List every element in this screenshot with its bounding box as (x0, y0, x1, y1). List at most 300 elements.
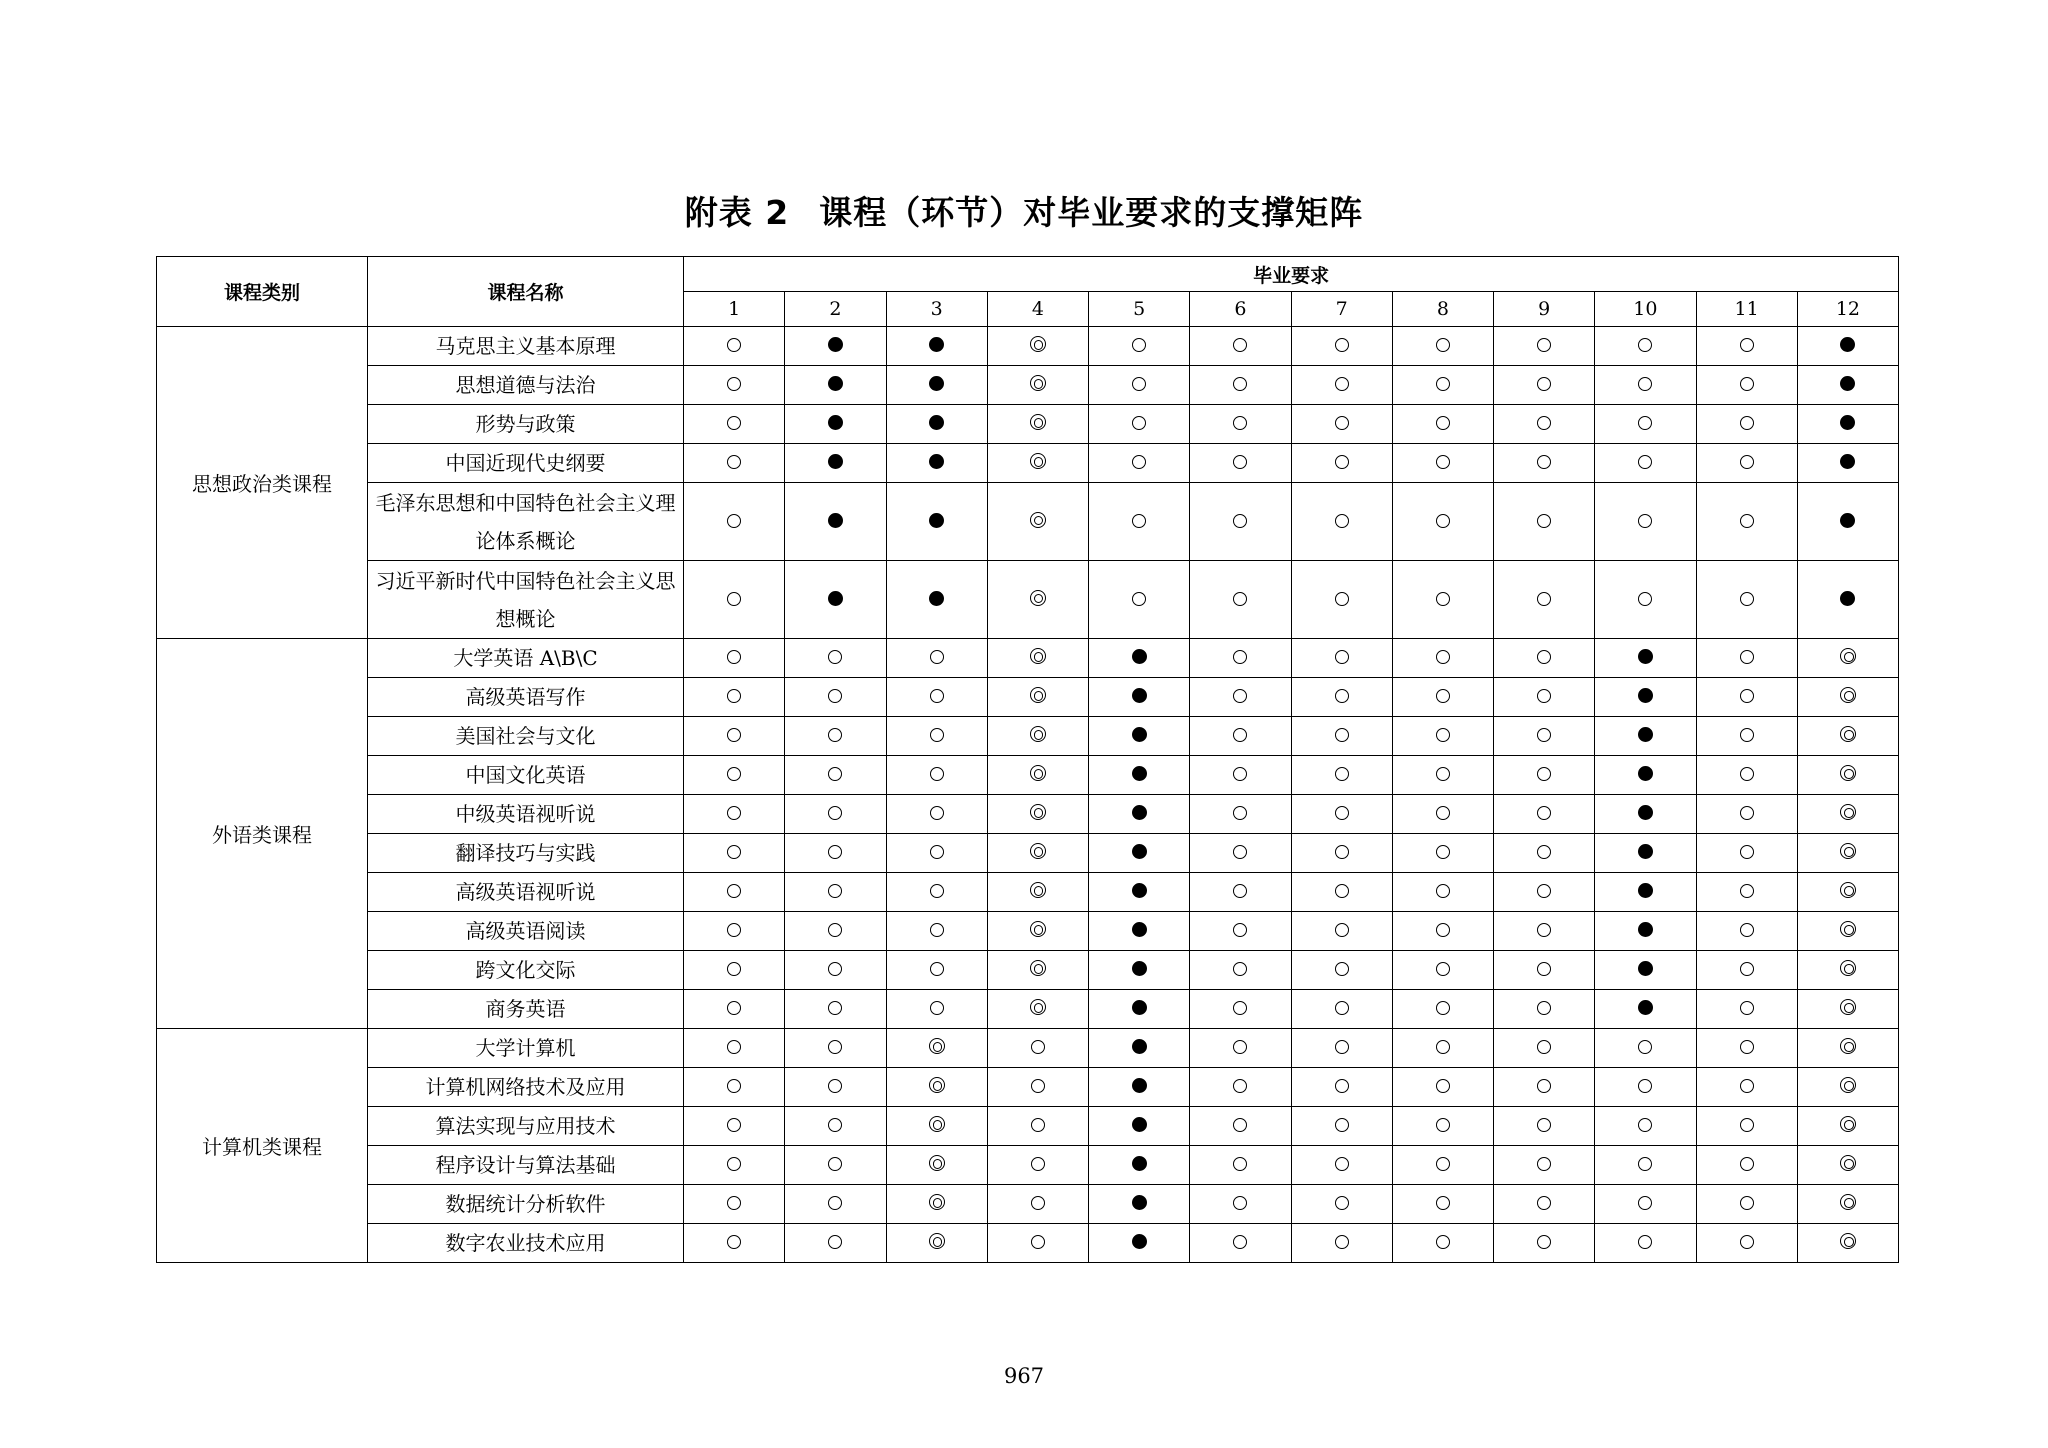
table-row (157, 1029, 1899, 1068)
support-cell (1190, 1068, 1291, 1107)
table-row (157, 366, 1899, 405)
support-cell (1291, 366, 1392, 405)
support-cell (886, 1029, 987, 1068)
filled-circle-icon (1638, 844, 1653, 859)
empty-circle-icon (1436, 377, 1450, 391)
filled-circle-icon (1132, 844, 1147, 859)
support-cell (1190, 951, 1291, 990)
support-cell (785, 756, 886, 795)
table-row (157, 795, 1899, 834)
support-cell (1696, 1107, 1797, 1146)
filled-circle-icon (1132, 1000, 1147, 1015)
double-circle-icon (1030, 414, 1046, 430)
double-circle-icon (1030, 960, 1046, 976)
support-cell (1595, 639, 1696, 678)
empty-circle-icon (1233, 767, 1247, 781)
empty-circle-icon (1436, 884, 1450, 898)
requirement-number: 12 (1797, 292, 1898, 327)
support-cell (1595, 483, 1696, 561)
empty-circle-icon (1537, 1196, 1551, 1210)
empty-circle-icon (1335, 377, 1349, 391)
support-cell (1696, 1146, 1797, 1185)
empty-circle-icon (1233, 1157, 1247, 1171)
support-cell (1392, 834, 1493, 873)
support-cell (1797, 795, 1898, 834)
course-name: 马克思主义基本原理 (368, 327, 684, 366)
empty-circle-icon (1537, 884, 1551, 898)
support-cell (1190, 834, 1291, 873)
support-cell (684, 756, 785, 795)
support-cell (1595, 1185, 1696, 1224)
filled-circle-icon (1638, 727, 1653, 742)
support-cell (987, 444, 1088, 483)
empty-circle-icon (1740, 1157, 1754, 1171)
course-name: 翻译技巧与实践 (368, 834, 684, 873)
course-name: 高级英语阅读 (368, 912, 684, 951)
support-cell (684, 561, 785, 639)
empty-circle-icon (1436, 1235, 1450, 1249)
support-cell (1595, 1029, 1696, 1068)
empty-circle-icon (828, 962, 842, 976)
support-cell (1797, 639, 1898, 678)
empty-circle-icon (1335, 1157, 1349, 1171)
support-cell (1595, 678, 1696, 717)
support-cell (1595, 912, 1696, 951)
support-cell (1291, 678, 1392, 717)
table-row (157, 951, 1899, 990)
empty-circle-icon (1740, 1001, 1754, 1015)
page-number: 967 (1003, 1364, 1045, 1388)
support-cell (1797, 561, 1898, 639)
support-cell (684, 327, 785, 366)
table-row (157, 717, 1899, 756)
empty-circle-icon (1233, 1196, 1247, 1210)
support-cell (1291, 1107, 1392, 1146)
support-cell (1089, 444, 1190, 483)
empty-circle-icon (1436, 1157, 1450, 1171)
support-cell (886, 990, 987, 1029)
support-cell (1494, 366, 1595, 405)
empty-circle-icon (1132, 455, 1146, 469)
empty-circle-icon (1335, 923, 1349, 937)
support-cell (1797, 1107, 1898, 1146)
support-cell (886, 483, 987, 561)
double-circle-icon (1840, 1155, 1856, 1171)
support-cell (886, 405, 987, 444)
empty-circle-icon (1537, 845, 1551, 859)
support-cell (1494, 951, 1595, 990)
support-cell (1797, 951, 1898, 990)
support-cell (1392, 873, 1493, 912)
empty-circle-icon (828, 806, 842, 820)
support-cell (1494, 1068, 1595, 1107)
support-cell (886, 1224, 987, 1263)
support-cell (684, 951, 785, 990)
support-cell (886, 912, 987, 951)
support-cell (1696, 1224, 1797, 1263)
empty-circle-icon (1436, 806, 1450, 820)
empty-circle-icon (1436, 845, 1450, 859)
support-cell (1494, 1224, 1595, 1263)
support-cell (1392, 639, 1493, 678)
double-circle-icon (1840, 726, 1856, 742)
empty-circle-icon (1638, 592, 1652, 606)
requirement-number: 8 (1392, 292, 1493, 327)
double-circle-icon (1840, 687, 1856, 703)
empty-circle-icon (1537, 1079, 1551, 1093)
empty-circle-icon (930, 1001, 944, 1015)
course-name: 习近平新时代中国特色社会主义思想概论 (368, 561, 684, 639)
empty-circle-icon (1740, 1196, 1754, 1210)
empty-circle-icon (1537, 650, 1551, 664)
support-cell (1696, 1185, 1797, 1224)
title-main: 课程（环节）对毕业要求的支撑矩阵 (819, 193, 1364, 232)
empty-circle-icon (1740, 514, 1754, 528)
filled-circle-icon (929, 415, 944, 430)
header-requirements: 毕业要求 (684, 257, 1899, 292)
empty-circle-icon (1335, 767, 1349, 781)
empty-circle-icon (1537, 962, 1551, 976)
filled-circle-icon (1132, 727, 1147, 742)
support-cell (886, 834, 987, 873)
course-name: 中级英语视听说 (368, 795, 684, 834)
support-cell (1797, 405, 1898, 444)
empty-circle-icon (1132, 416, 1146, 430)
support-cell (1494, 1107, 1595, 1146)
empty-circle-icon (1740, 923, 1754, 937)
support-cell (1291, 483, 1392, 561)
filled-circle-icon (929, 337, 944, 352)
support-cell (1392, 717, 1493, 756)
support-cell (1089, 1107, 1190, 1146)
table-header (157, 257, 1899, 327)
empty-circle-icon (1335, 1235, 1349, 1249)
empty-circle-icon (1233, 884, 1247, 898)
double-circle-icon (1840, 1233, 1856, 1249)
support-cell (1190, 639, 1291, 678)
empty-circle-icon (727, 689, 741, 703)
support-cell (886, 327, 987, 366)
course-name: 计算机网络技术及应用 (368, 1068, 684, 1107)
filled-circle-icon (929, 513, 944, 528)
empty-circle-icon (1638, 1196, 1652, 1210)
support-cell (987, 795, 1088, 834)
support-cell (1696, 444, 1797, 483)
support-cell (1696, 405, 1797, 444)
filled-circle-icon (828, 415, 843, 430)
support-cell (1696, 795, 1797, 834)
empty-circle-icon (930, 689, 944, 703)
filled-circle-icon (1638, 883, 1653, 898)
filled-circle-icon (1638, 688, 1653, 703)
empty-circle-icon (1233, 592, 1247, 606)
support-cell (1089, 561, 1190, 639)
empty-circle-icon (1335, 1040, 1349, 1054)
filled-circle-icon (1840, 376, 1855, 391)
support-cell (1392, 483, 1493, 561)
empty-circle-icon (1233, 728, 1247, 742)
empty-circle-icon (1233, 650, 1247, 664)
course-name: 跨文化交际 (368, 951, 684, 990)
support-cell (785, 912, 886, 951)
double-circle-icon (1030, 687, 1046, 703)
empty-circle-icon (1740, 455, 1754, 469)
empty-circle-icon (1638, 514, 1652, 528)
empty-circle-icon (828, 689, 842, 703)
support-cell (785, 366, 886, 405)
support-cell (987, 951, 1088, 990)
support-cell (886, 678, 987, 717)
table-row (157, 912, 1899, 951)
filled-circle-icon (929, 591, 944, 606)
support-cell (1089, 795, 1190, 834)
support-cell (1494, 756, 1595, 795)
empty-circle-icon (1335, 338, 1349, 352)
support-cell (1291, 561, 1392, 639)
course-name: 大学计算机 (368, 1029, 684, 1068)
course-name: 毛泽东思想和中国特色社会主义理论体系概论 (368, 483, 684, 561)
filled-circle-icon (1132, 1117, 1147, 1132)
empty-circle-icon (1436, 1118, 1450, 1132)
support-cell (1595, 1146, 1696, 1185)
course-name: 高级英语视听说 (368, 873, 684, 912)
filled-circle-icon (929, 376, 944, 391)
table-row (157, 990, 1899, 1029)
course-name: 形势与政策 (368, 405, 684, 444)
filled-circle-icon (828, 454, 843, 469)
support-cell (987, 1068, 1088, 1107)
support-cell (1089, 1224, 1190, 1263)
support-cell (1291, 756, 1392, 795)
support-cell (1797, 834, 1898, 873)
empty-circle-icon (930, 650, 944, 664)
requirement-number: 5 (1089, 292, 1190, 327)
empty-circle-icon (1335, 514, 1349, 528)
support-cell (1089, 873, 1190, 912)
support-cell (684, 405, 785, 444)
empty-circle-icon (1537, 514, 1551, 528)
support-cell (1494, 483, 1595, 561)
support-cell (684, 678, 785, 717)
double-circle-icon (1030, 999, 1046, 1015)
empty-circle-icon (1436, 416, 1450, 430)
support-cell (1392, 366, 1493, 405)
course-name: 高级英语写作 (368, 678, 684, 717)
support-cell (684, 639, 785, 678)
empty-circle-icon (727, 1040, 741, 1054)
support-cell (1190, 561, 1291, 639)
support-cell (1089, 405, 1190, 444)
support-cell (1089, 366, 1190, 405)
empty-circle-icon (1436, 728, 1450, 742)
support-cell (1494, 873, 1595, 912)
support-cell (1696, 678, 1797, 717)
support-cell (1696, 834, 1797, 873)
support-cell (987, 639, 1088, 678)
support-cell (785, 639, 886, 678)
table-row (157, 756, 1899, 795)
support-cell (987, 834, 1088, 873)
empty-circle-icon (828, 1235, 842, 1249)
support-cell (1190, 717, 1291, 756)
support-cell (1696, 366, 1797, 405)
filled-circle-icon (828, 337, 843, 352)
support-cell (785, 561, 886, 639)
empty-circle-icon (1537, 806, 1551, 820)
support-cell (886, 444, 987, 483)
empty-circle-icon (1335, 689, 1349, 703)
empty-circle-icon (1335, 728, 1349, 742)
course-name: 数据统计分析软件 (368, 1185, 684, 1224)
empty-circle-icon (1740, 845, 1754, 859)
empty-circle-icon (1537, 1118, 1551, 1132)
support-cell (684, 444, 785, 483)
empty-circle-icon (828, 1079, 842, 1093)
support-cell (684, 795, 785, 834)
empty-circle-icon (1537, 338, 1551, 352)
table-row (157, 483, 1899, 561)
double-circle-icon (1840, 1077, 1856, 1093)
empty-circle-icon (727, 1001, 741, 1015)
course-name: 商务英语 (368, 990, 684, 1029)
support-cell (1190, 756, 1291, 795)
support-cell (1190, 678, 1291, 717)
empty-circle-icon (1436, 1040, 1450, 1054)
double-circle-icon (1030, 590, 1046, 606)
empty-circle-icon (1537, 1235, 1551, 1249)
support-cell (1089, 1146, 1190, 1185)
filled-circle-icon (1132, 766, 1147, 781)
empty-circle-icon (1335, 845, 1349, 859)
empty-circle-icon (1740, 806, 1754, 820)
empty-circle-icon (1335, 1118, 1349, 1132)
empty-circle-icon (727, 514, 741, 528)
support-cell (1797, 990, 1898, 1029)
double-circle-icon (1030, 882, 1046, 898)
support-cell (1797, 1029, 1898, 1068)
double-circle-icon (1840, 1038, 1856, 1054)
empty-circle-icon (1740, 1040, 1754, 1054)
course-category: 外语类课程 (157, 639, 368, 1029)
filled-circle-icon (1638, 1000, 1653, 1015)
empty-circle-icon (1233, 962, 1247, 976)
support-cell (987, 678, 1088, 717)
support-cell (1595, 990, 1696, 1029)
support-cell (684, 1224, 785, 1263)
table-row (157, 327, 1899, 366)
empty-circle-icon (828, 845, 842, 859)
support-cell (1089, 756, 1190, 795)
support-cell (785, 1068, 886, 1107)
support-cell (1494, 912, 1595, 951)
requirement-number: 10 (1595, 292, 1696, 327)
empty-circle-icon (1740, 1235, 1754, 1249)
double-circle-icon (1030, 804, 1046, 820)
support-cell (1595, 405, 1696, 444)
table-row (157, 1068, 1899, 1107)
empty-circle-icon (727, 962, 741, 976)
double-circle-icon (1840, 921, 1856, 937)
empty-circle-icon (1638, 338, 1652, 352)
support-cell (1392, 327, 1493, 366)
filled-circle-icon (1840, 337, 1855, 352)
support-cell (684, 366, 785, 405)
support-cell (1797, 1146, 1898, 1185)
requirement-number: 9 (1494, 292, 1595, 327)
support-cell (1696, 327, 1797, 366)
empty-circle-icon (1436, 689, 1450, 703)
double-circle-icon (929, 1155, 945, 1171)
double-circle-icon (1030, 726, 1046, 742)
support-cell (1595, 1224, 1696, 1263)
support-cell (1291, 444, 1392, 483)
empty-circle-icon (1031, 1235, 1045, 1249)
empty-circle-icon (1436, 923, 1450, 937)
double-circle-icon (1030, 375, 1046, 391)
filled-circle-icon (1840, 454, 1855, 469)
support-cell (684, 873, 785, 912)
empty-circle-icon (1031, 1157, 1045, 1171)
support-cell (1089, 483, 1190, 561)
empty-circle-icon (1537, 923, 1551, 937)
empty-circle-icon (1740, 884, 1754, 898)
support-cell (1494, 795, 1595, 834)
header-category: 课程类别 (157, 257, 368, 327)
empty-circle-icon (1233, 845, 1247, 859)
course-name: 中国文化英语 (368, 756, 684, 795)
support-cell (1190, 366, 1291, 405)
empty-circle-icon (1740, 728, 1754, 742)
double-circle-icon (1840, 960, 1856, 976)
double-circle-icon (929, 1194, 945, 1210)
empty-circle-icon (1436, 1079, 1450, 1093)
support-cell (684, 834, 785, 873)
support-cell (1291, 873, 1392, 912)
double-circle-icon (1030, 843, 1046, 859)
double-circle-icon (1030, 336, 1046, 352)
support-cell (1392, 756, 1493, 795)
requirement-number: 3 (886, 292, 987, 327)
support-cell (1494, 1029, 1595, 1068)
support-cell (1696, 951, 1797, 990)
empty-circle-icon (1132, 514, 1146, 528)
filled-circle-icon (1132, 961, 1147, 976)
empty-circle-icon (1233, 923, 1247, 937)
support-cell (1190, 873, 1291, 912)
support-cell (987, 1146, 1088, 1185)
empty-circle-icon (1335, 962, 1349, 976)
empty-circle-icon (828, 1157, 842, 1171)
support-cell (1190, 1146, 1291, 1185)
support-cell (1696, 873, 1797, 912)
empty-circle-icon (1335, 1001, 1349, 1015)
empty-circle-icon (1335, 592, 1349, 606)
filled-circle-icon (828, 376, 843, 391)
support-cell (785, 795, 886, 834)
support-cell (1797, 717, 1898, 756)
empty-circle-icon (828, 1040, 842, 1054)
table-row (157, 678, 1899, 717)
empty-circle-icon (1638, 377, 1652, 391)
support-matrix-table (156, 256, 1899, 1263)
empty-circle-icon (1436, 592, 1450, 606)
empty-circle-icon (727, 923, 741, 937)
support-cell (785, 327, 886, 366)
support-cell (785, 1029, 886, 1068)
empty-circle-icon (727, 592, 741, 606)
empty-circle-icon (828, 923, 842, 937)
empty-circle-icon (727, 1079, 741, 1093)
